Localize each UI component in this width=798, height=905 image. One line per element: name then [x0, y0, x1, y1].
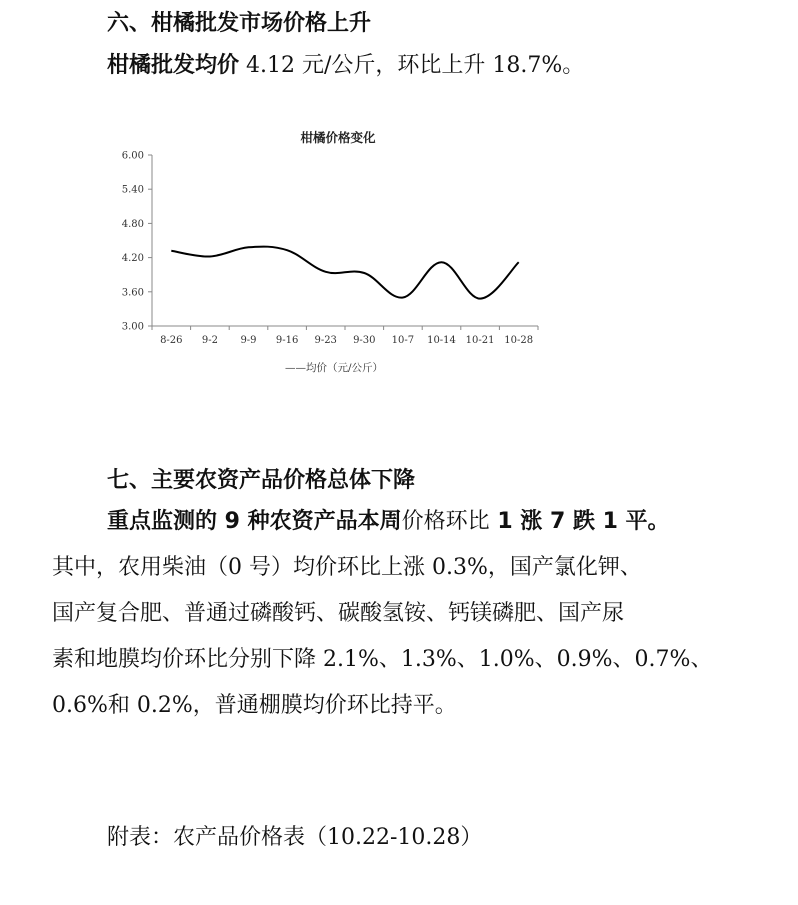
monitor-mid: 价格环比 [401, 509, 490, 534]
x-tick-label: 10-7 [391, 335, 415, 346]
x-tick-label: 9-23 [314, 335, 337, 346]
y-tick-label: 5.40 [121, 184, 144, 196]
section-7-line-5: 0.6%和 0.2%，普通棚膜均价环比持平。 [52, 693, 457, 718]
x-tick-label: 10-21 [465, 335, 495, 346]
y-tick-label: 4.80 [121, 218, 144, 230]
y-tick-label: 3.60 [121, 287, 144, 299]
x-tick-label: 8-26 [160, 335, 183, 346]
chart-title: 柑橘价格变化 [300, 130, 376, 145]
x-tick-label: 9-2 [201, 335, 218, 346]
y-tick-label: 4.20 [121, 253, 144, 265]
x-tick-label: 10-14 [427, 335, 456, 346]
y-tick-label: 3.00 [121, 321, 144, 333]
chart-legend: ——均价（元/公斤） [285, 362, 384, 374]
section-6-summary [107, 43, 584, 89]
x-tick-label: 9-16 [275, 335, 299, 346]
series-line-average-price [171, 247, 518, 299]
summary-label: 柑橘批发均价 [107, 53, 240, 78]
summary-value: 4.12 元/公斤，环比上升 18.7%。 [239, 53, 585, 78]
appendix-note: 附表：农产品价格表（10.22-10.28） [107, 825, 483, 850]
citrus-price-chart [95, 118, 565, 388]
section-7-line-1 [107, 499, 670, 545]
x-tick-label: 9-9 [240, 335, 257, 346]
section-7-line-4: 素和地膜均价环比分别下降 2.1%、1.3%、1.0%、0.9%、0.7%、 [52, 647, 713, 672]
section-6-heading: 六、柑橘批发市场价格上升 [107, 11, 372, 36]
section-7-line-3: 国产复合肥、普通过磷酸钙、碳酸氢铵、钙镁磷肥、国产尿 [52, 601, 625, 626]
monitor-result: 1 涨 7 跌 1 平。 [489, 509, 670, 534]
y-tick-label: 6.00 [121, 150, 144, 162]
section-7-heading: 七、主要农资产品价格总体下降 [107, 468, 416, 493]
x-tick-label: 10-28 [504, 335, 534, 346]
x-tick-label: 9-30 [353, 335, 376, 346]
section-7-line-2: 其中，农用柴油（0 号）均价环比上涨 0.3%，国产氯化钾、 [52, 555, 642, 580]
monitor-lead: 重点监测的 9 种农资产品本周 [107, 509, 402, 534]
